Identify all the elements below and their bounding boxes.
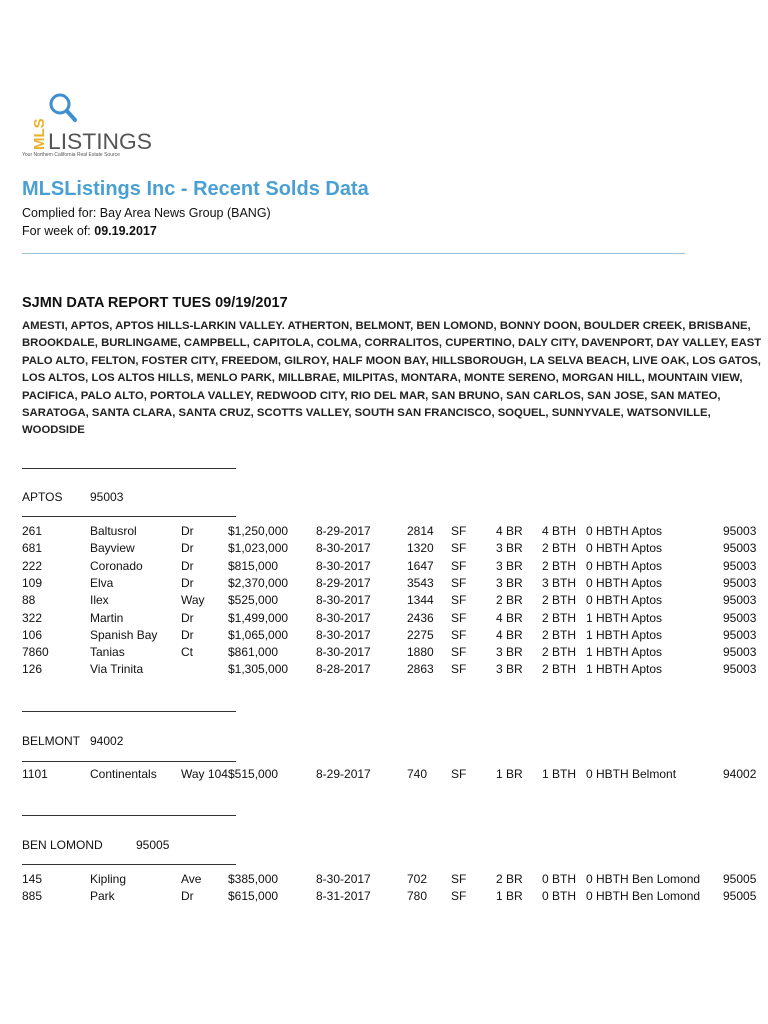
street-name: Continentals [90,767,157,781]
listing-row [0,767,768,784]
square-feet: 702 [407,872,428,886]
bedrooms: 4 BR [496,627,523,642]
property-type: SF [451,541,467,556]
logo-tagline: Your Northern California Real Estate Source [22,152,120,158]
sale-price: $1,499,000 [228,610,289,625]
property-type: SF [451,872,467,886]
magnifier-icon [22,92,152,152]
square-feet: 780 [407,889,428,904]
sale-date: 8-31-2017 [316,889,371,904]
property-type: SF [451,575,467,590]
property-type: SF [451,610,467,625]
street-number: 106 [22,627,43,642]
property-type: SF [451,524,467,538]
bedrooms: 3 BR [496,575,523,590]
bedrooms: 1 BR [496,889,523,904]
sale-price: $815,000 [228,558,279,573]
street-number: 1101 [22,767,48,781]
sale-price: $1,250,000 [228,524,289,538]
half-baths-city: 0 HBTH Aptos [586,575,663,590]
street-number: 681 [22,541,43,556]
sale-date: 8-30-2017 [316,627,371,642]
property-type: SF [451,767,467,781]
listing-row [0,872,768,889]
street-type: Way 104 [181,767,228,781]
report-title: SJMN DATA REPORT TUES 09/19/2017 [22,295,288,311]
bathrooms: 3 BTH [542,575,577,590]
listing-row [0,576,768,593]
street-name: Spanish Bay [90,627,158,642]
bathrooms: 2 BTH [542,593,577,608]
bedrooms: 3 BR [496,558,523,573]
street-name: Tanias [90,645,125,660]
sale-date: 8-30-2017 [316,558,371,573]
half-baths-city: 1 HBTH Aptos [586,610,663,625]
square-feet: 3543 [407,575,434,590]
section-divider [22,711,236,712]
street-number: 145 [22,872,43,886]
header-divider [22,253,685,254]
street-type: Way [181,593,205,608]
sale-date: 8-30-2017 [316,593,371,608]
street-number: 261 [22,524,43,538]
listing-row [0,662,768,679]
half-baths-city: 1 HBTH Aptos [586,645,663,660]
listing-row [0,559,768,576]
street-name: Kipling [90,872,127,886]
sale-date: 8-29-2017 [316,524,371,538]
property-type: SF [451,889,467,904]
street-number: 222 [22,558,43,573]
half-baths-city: 0 HBTH Aptos [586,558,663,573]
square-feet: 740 [407,767,428,781]
property-type: SF [451,662,467,677]
street-name: Elva [90,575,114,590]
zip-code: 94002 [723,767,757,781]
zip-code: 95003 [723,662,757,677]
sale-date: 8-30-2017 [316,541,371,556]
bathrooms: 0 BTH [542,889,577,904]
listing-row [0,889,768,906]
zip-code: 95003 [723,645,757,660]
street-number: 109 [22,575,43,590]
section-divider [22,864,236,865]
zip-code: 95005 [723,889,757,904]
half-baths-city: 1 HBTH Aptos [586,627,663,642]
sale-price: $1,305,000 [228,662,289,677]
bedrooms: 1 BR [496,767,523,781]
street-type: Dr [181,627,194,642]
street-type: Dr [181,541,194,556]
area-heading-aptos [22,490,123,504]
street-type: Dr [181,889,194,904]
area-heading-belmont [22,734,123,748]
bathrooms: 2 BTH [542,541,577,556]
area-zip: 95003 [90,490,124,504]
street-number: 126 [22,662,43,677]
street-type: Ct [181,645,193,660]
sale-price: $525,000 [228,593,279,608]
street-type: Dr [181,575,194,590]
half-baths-city: 0 HBTH Ben Lomond [586,889,701,904]
sale-date: 8-30-2017 [316,610,371,625]
bathrooms: 0 BTH [542,872,577,886]
logo-listings-text: LISTINGS [48,129,152,152]
section-divider [22,468,236,469]
zip-code: 95003 [723,575,757,590]
street-type: Dr [181,610,194,625]
zip-code: 95003 [723,593,757,608]
mlslistings-logo [22,92,152,164]
square-feet: 1320 [407,541,434,556]
sale-price: $1,023,000 [228,541,289,556]
square-feet: 2436 [407,610,434,625]
sale-price: $615,000 [228,889,279,904]
section-divider [22,516,236,517]
sale-price: $1,065,000 [228,627,289,642]
street-name: Martin [90,610,124,625]
zip-code: 95003 [723,524,757,538]
compiled-for: Complied for: Bay Area News Group (BANG) [22,206,271,220]
street-number: 88 [22,593,36,608]
listing-row [0,645,768,662]
bathrooms: 2 BTH [542,627,577,642]
square-feet: 2275 [407,627,434,642]
listing-row [0,628,768,645]
area-city: BEN LOMOND [22,838,103,852]
half-baths-city: 0 HBTH Ben Lomond [586,872,701,886]
bedrooms: 3 BR [496,662,523,677]
street-type: Ave [181,872,202,886]
half-baths-city: 1 HBTH Aptos [586,662,663,677]
property-type: SF [451,593,467,608]
street-name: Ilex [90,593,109,608]
area-city: APTOS [22,490,63,504]
listing-row [0,611,768,628]
zip-code: 95003 [723,627,757,642]
city-list: AMESTI, APTOS, APTOS HILLS-LARKIN VALLEY. ATHERTON, BELMONT, BEN LOMOND, BONNY DOON, BOULDER CREEK, BRISBANE, BROOKDALE, BURLINGAME, CAMPBELL, CAPITOLA, COLMA, CORRALITOS, CUPERTINO, DALY CITY, DAVENPORT, DAY VALLEY, EAST PALO ALTO, FELTON, FOSTER CITY, FREEDOM, GILROY, HALF MOON BAY, HILLSBOROUGH, LA SELVA BEACH, LIVE OAK, LOS GATOS, LOS ALTOS, LOS ALTOS HILLS, MENLO PARK, MILLBRAE, MILPITAS, MONTARA, MONTE SERENO, MORGAN HILL, MOUNTAIN VIEW, PACIFICA, PALO ALTO, PORTOLA VALLEY, REDWOOD CITY, RIO DEL MAR, SAN BRUNO, SAN CARLOS, SAN JOSE, SAN MATEO, SARATOGA, SANTA CLARA, SANTA CRUZ, SCOTTS VALLEY, SOUTH SAN FRANCISCO, SOQUEL, SUNNYVALE, WATSONVILLE, WOODSIDE [22,320,762,437]
property-type: SF [451,558,467,573]
street-type: Dr [181,558,194,573]
bathrooms: 1 BTH [542,767,577,781]
bedrooms: 3 BR [496,645,523,660]
listing-row [0,524,768,541]
week-of [22,224,157,238]
street-number: 885 [22,889,43,904]
square-feet: 2863 [407,662,434,677]
area-zip: 95005 [136,838,170,852]
week-of-value: 09.19.2017 [94,224,157,238]
sale-price: $385,000 [228,872,279,886]
sale-price: $515,000 [228,767,279,781]
bathrooms: 2 BTH [542,662,577,677]
street-name: Baltusrol [90,524,137,538]
bathrooms: 2 BTH [542,610,577,625]
sale-date: 8-29-2017 [316,767,371,781]
street-name: Bayview [90,541,135,556]
sale-price: $861,000 [228,645,279,660]
street-number: 7860 [22,645,49,660]
zip-code: 95005 [723,872,757,886]
sale-date: 8-30-2017 [316,872,371,886]
bedrooms: 4 BR [496,524,523,538]
sale-price: $2,370,000 [228,575,289,590]
sale-date: 8-29-2017 [316,575,371,590]
bedrooms: 3 BR [496,541,523,556]
area-heading-ben-lomond [22,838,169,852]
half-baths-city: 0 HBTH Aptos [586,524,663,538]
street-type: Dr [181,524,194,538]
square-feet: 2814 [407,524,434,538]
zip-code: 95003 [723,610,757,625]
listing-row [0,541,768,558]
zip-code: 95003 [723,558,757,573]
section-divider [22,815,236,816]
property-type: SF [451,627,467,642]
street-number: 322 [22,610,43,625]
logo-mls-text: MLS [31,118,48,150]
sale-date: 8-30-2017 [316,645,371,660]
square-feet: 1647 [407,558,434,573]
bedrooms: 2 BR [496,872,523,886]
area-zip: 94002 [90,734,124,748]
half-baths-city: 0 HBTH Aptos [586,593,663,608]
listing-row [0,593,768,610]
area-city: BELMONT [22,734,81,748]
week-of-label: For week of: [22,224,95,238]
half-baths-city: 0 HBTH Belmont [586,767,677,781]
property-type: SF [451,645,467,660]
bathrooms: 4 BTH [542,524,577,538]
bathrooms: 2 BTH [542,558,577,573]
bedrooms: 2 BR [496,593,523,608]
square-feet: 1344 [407,593,434,608]
sale-date: 8-28-2017 [316,662,371,677]
section-divider [22,761,236,762]
street-name: Park [90,889,115,904]
page-title: MLSListings Inc - Recent Solds Data [22,178,369,200]
bathrooms: 2 BTH [542,645,577,660]
street-name: Via Trinita [90,662,144,677]
square-feet: 1880 [407,645,434,660]
street-name: Coronado [90,558,143,573]
zip-code: 95003 [723,541,757,556]
bedrooms: 4 BR [496,610,523,625]
half-baths-city: 0 HBTH Aptos [586,541,663,556]
